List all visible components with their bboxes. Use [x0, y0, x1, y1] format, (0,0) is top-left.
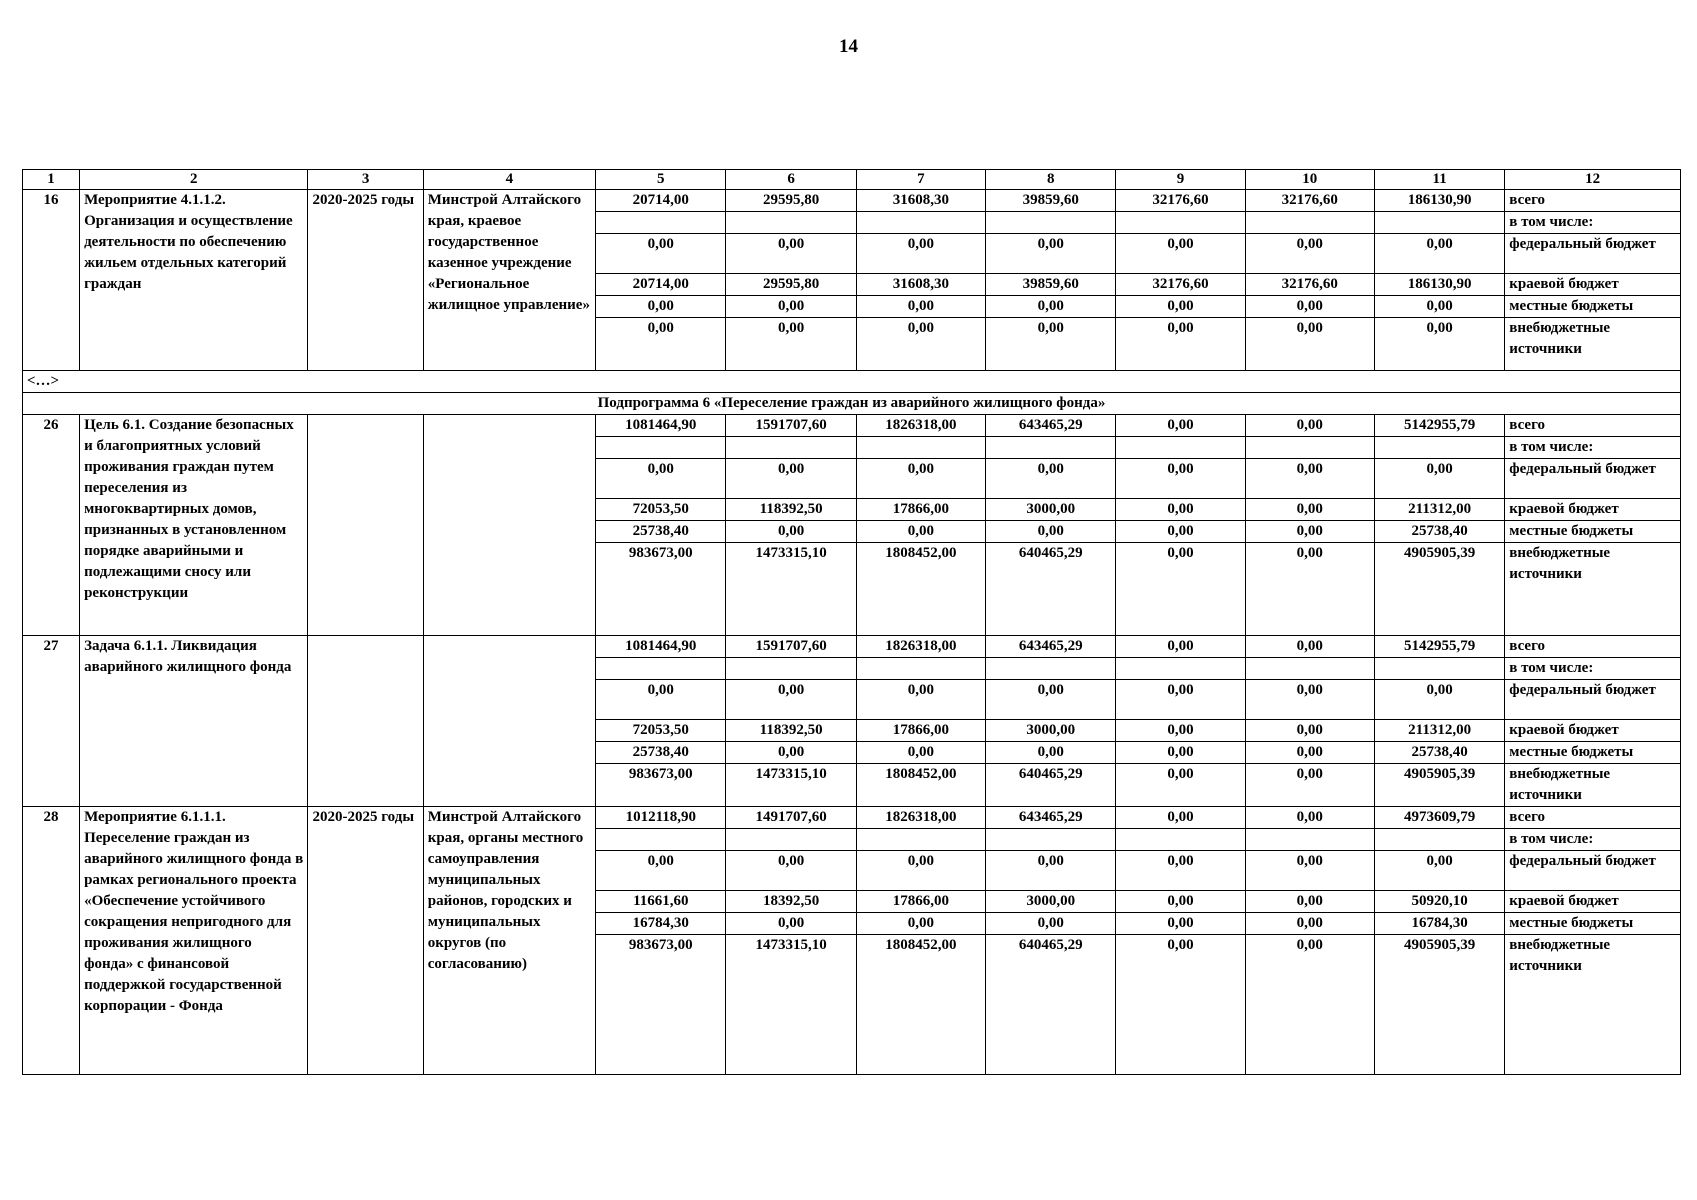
amount-cell — [726, 829, 856, 851]
amount-cell: 186130,90 — [1374, 190, 1504, 212]
amount-cell: 1808452,00 — [856, 543, 985, 636]
amount-cell: 5142955,79 — [1374, 415, 1504, 437]
amount-cell — [1245, 212, 1374, 234]
amount-cell: 25738,40 — [596, 742, 726, 764]
funding-source: в том числе: — [1505, 212, 1681, 234]
amount-cell: 1081464,90 — [596, 415, 726, 437]
amount-cell: 50920,10 — [1374, 891, 1504, 913]
amount-cell — [1116, 212, 1245, 234]
column-number: 11 — [1374, 170, 1504, 190]
amount-cell: 0,00 — [596, 296, 726, 318]
amount-cell: 25738,40 — [596, 521, 726, 543]
amount-cell: 0,00 — [1116, 851, 1245, 891]
omission-row — [23, 371, 1681, 393]
amount-cell: 0,00 — [726, 680, 856, 720]
item-name: Мероприятие 4.1.1.2. Организация и осуществление деятельности по обеспечению жильем отдельных категорий граждан — [80, 190, 308, 371]
page-number: 14 — [839, 36, 858, 57]
amount-cell: 0,00 — [986, 680, 1116, 720]
amount-cell: 0,00 — [1245, 415, 1374, 437]
amount-cell — [726, 437, 856, 459]
amount-cell — [856, 437, 985, 459]
row-number: 16 — [23, 190, 80, 371]
funding-source: внебюджетные источники — [1505, 935, 1681, 1075]
amount-cell: 1012118,90 — [596, 807, 726, 829]
funding-source: местные бюджеты — [1505, 296, 1681, 318]
amount-cell: 0,00 — [1245, 764, 1374, 807]
column-number: 12 — [1505, 170, 1681, 190]
funding-source: в том числе: — [1505, 658, 1681, 680]
funding-source: всего — [1505, 636, 1681, 658]
amount-cell: 0,00 — [726, 913, 856, 935]
amount-cell: 32176,60 — [1245, 190, 1374, 212]
amount-cell: 983673,00 — [596, 764, 726, 807]
column-number: 9 — [1116, 170, 1245, 190]
section-row — [23, 393, 1681, 415]
amount-cell: 3000,00 — [986, 891, 1116, 913]
amount-cell: 5142955,79 — [1374, 636, 1504, 658]
amount-cell: 0,00 — [1116, 318, 1245, 371]
funding-source: местные бюджеты — [1505, 913, 1681, 935]
funding-source: всего — [1505, 807, 1681, 829]
amount-cell: 4905905,39 — [1374, 764, 1504, 807]
amount-cell: 0,00 — [726, 234, 856, 274]
amount-cell: 0,00 — [986, 742, 1116, 764]
row-number: 26 — [23, 415, 80, 636]
amount-cell — [596, 829, 726, 851]
amount-cell: 39859,60 — [986, 190, 1116, 212]
amount-cell: 39859,60 — [986, 274, 1116, 296]
amount-cell: 4973609,79 — [1374, 807, 1504, 829]
amount-cell: 0,00 — [986, 234, 1116, 274]
amount-cell — [726, 658, 856, 680]
funding-source: федеральный бюджет — [1505, 851, 1681, 891]
amount-cell: 0,00 — [1245, 935, 1374, 1075]
amount-cell: 1826318,00 — [856, 415, 985, 437]
executor: Минстрой Алтайского края, краевое государственное казенное учреждение «Региональное жилищное управление» — [423, 190, 595, 371]
amount-cell: 0,00 — [1245, 851, 1374, 891]
amount-cell: 1081464,90 — [596, 636, 726, 658]
amount-cell — [1374, 437, 1504, 459]
amount-cell: 1473315,10 — [726, 543, 856, 636]
amount-cell: 1808452,00 — [856, 764, 985, 807]
amount-cell — [986, 437, 1116, 459]
omission-mark: <…> — [23, 371, 1681, 393]
amount-cell: 0,00 — [1374, 296, 1504, 318]
amount-cell — [596, 437, 726, 459]
amount-cell — [856, 829, 985, 851]
amount-cell: 31608,30 — [856, 190, 985, 212]
amount-cell: 0,00 — [1116, 499, 1245, 521]
amount-cell: 1591707,60 — [726, 636, 856, 658]
amount-cell: 0,00 — [1116, 543, 1245, 636]
amount-cell — [726, 212, 856, 234]
amount-cell: 0,00 — [1245, 807, 1374, 829]
executor: Минстрой Алтайского края, органы местного самоуправления муниципальных районов, городских и муниципальных округов (по согласованию) — [423, 807, 595, 1075]
amount-cell: 4905905,39 — [1374, 543, 1504, 636]
amount-cell: 0,00 — [986, 851, 1116, 891]
funding-source: внебюджетные источники — [1505, 543, 1681, 636]
amount-cell: 0,00 — [856, 913, 985, 935]
amount-cell: 0,00 — [1116, 891, 1245, 913]
amount-cell: 0,00 — [1245, 318, 1374, 371]
amount-cell: 18392,50 — [726, 891, 856, 913]
amount-cell: 0,00 — [986, 296, 1116, 318]
funding-source: краевой бюджет — [1505, 720, 1681, 742]
amount-cell: 0,00 — [1116, 680, 1245, 720]
funding-source: федеральный бюджет — [1505, 234, 1681, 274]
amount-cell: 640465,29 — [986, 543, 1116, 636]
amount-cell: 0,00 — [1116, 296, 1245, 318]
amount-cell: 0,00 — [726, 459, 856, 499]
amount-cell: 0,00 — [856, 742, 985, 764]
table-row — [23, 190, 1681, 212]
amount-cell: 32176,60 — [1116, 274, 1245, 296]
amount-cell: 0,00 — [596, 318, 726, 371]
amount-cell: 0,00 — [1245, 720, 1374, 742]
amount-cell — [596, 212, 726, 234]
funding-source: краевой бюджет — [1505, 499, 1681, 521]
amount-cell: 1473315,10 — [726, 935, 856, 1075]
funding-source: внебюджетные источники — [1505, 764, 1681, 807]
amount-cell: 640465,29 — [986, 935, 1116, 1075]
amount-cell: 1826318,00 — [856, 807, 985, 829]
amount-cell: 0,00 — [1116, 234, 1245, 274]
amount-cell: 0,00 — [1245, 636, 1374, 658]
amount-cell: 0,00 — [1245, 742, 1374, 764]
amount-cell: 0,00 — [1116, 742, 1245, 764]
section-title: Подпрограмма 6 «Переселение граждан из аварийного жилищного фонда» — [23, 393, 1681, 415]
amount-cell: 4905905,39 — [1374, 935, 1504, 1075]
amount-cell: 211312,00 — [1374, 499, 1504, 521]
amount-cell: 211312,00 — [1374, 720, 1504, 742]
amount-cell: 0,00 — [1245, 680, 1374, 720]
amount-cell: 0,00 — [1374, 851, 1504, 891]
amount-cell: 0,00 — [1374, 318, 1504, 371]
column-number: 2 — [80, 170, 308, 190]
table-row — [23, 636, 1681, 658]
funding-source: всего — [1505, 415, 1681, 437]
funding-source: краевой бюджет — [1505, 274, 1681, 296]
amount-cell: 0,00 — [1116, 521, 1245, 543]
table-row — [23, 807, 1681, 829]
amount-cell: 0,00 — [1116, 764, 1245, 807]
budget-table — [22, 169, 1681, 1075]
amount-cell — [986, 829, 1116, 851]
amount-cell: 118392,50 — [726, 720, 856, 742]
amount-cell: 0,00 — [1245, 913, 1374, 935]
amount-cell: 0,00 — [726, 318, 856, 371]
amount-cell: 0,00 — [596, 851, 726, 891]
amount-cell: 0,00 — [1374, 680, 1504, 720]
amount-cell: 29595,80 — [726, 190, 856, 212]
amount-cell: 0,00 — [726, 742, 856, 764]
amount-cell — [1116, 658, 1245, 680]
amount-cell: 0,00 — [986, 318, 1116, 371]
amount-cell — [1116, 437, 1245, 459]
amount-cell: 3000,00 — [986, 499, 1116, 521]
amount-cell: 0,00 — [1245, 891, 1374, 913]
amount-cell: 0,00 — [726, 851, 856, 891]
funding-source: всего — [1505, 190, 1681, 212]
implementation-period — [308, 415, 423, 636]
amount-cell: 0,00 — [726, 521, 856, 543]
amount-cell: 17866,00 — [856, 891, 985, 913]
amount-cell — [1116, 829, 1245, 851]
amount-cell: 20714,00 — [596, 274, 726, 296]
implementation-period: 2020-2025 годы — [308, 190, 423, 371]
amount-cell: 118392,50 — [726, 499, 856, 521]
funding-source: местные бюджеты — [1505, 742, 1681, 764]
amount-cell: 0,00 — [1116, 935, 1245, 1075]
amount-cell: 0,00 — [596, 459, 726, 499]
amount-cell: 186130,90 — [1374, 274, 1504, 296]
amount-cell: 25738,40 — [1374, 742, 1504, 764]
amount-cell: 0,00 — [1116, 807, 1245, 829]
amount-cell: 643465,29 — [986, 636, 1116, 658]
implementation-period — [308, 636, 423, 807]
amount-cell: 0,00 — [726, 296, 856, 318]
amount-cell: 0,00 — [856, 851, 985, 891]
amount-cell: 0,00 — [986, 913, 1116, 935]
amount-cell: 643465,29 — [986, 415, 1116, 437]
amount-cell: 17866,00 — [856, 720, 985, 742]
amount-cell — [1245, 437, 1374, 459]
item-name: Мероприятие 6.1.1.1. Переселение граждан из аварийного жилищного фонда в рамках регионального проекта «Обеспечение устойчивого сокращения непригодного для проживания жилищного фонда» с финансовой поддержкой государственной корпорации - Фонда — [80, 807, 308, 1075]
implementation-period: 2020-2025 годы — [308, 807, 423, 1075]
column-number: 8 — [986, 170, 1116, 190]
amount-cell: 0,00 — [1116, 415, 1245, 437]
amount-cell: 1826318,00 — [856, 636, 985, 658]
funding-source: краевой бюджет — [1505, 891, 1681, 913]
amount-cell: 11661,60 — [596, 891, 726, 913]
amount-cell: 0,00 — [856, 680, 985, 720]
amount-cell: 643465,29 — [986, 807, 1116, 829]
amount-cell — [986, 658, 1116, 680]
amount-cell — [856, 212, 985, 234]
amount-cell: 0,00 — [856, 459, 985, 499]
amount-cell — [1374, 212, 1504, 234]
amount-cell — [1245, 829, 1374, 851]
column-number: 4 — [423, 170, 595, 190]
column-number-row — [23, 170, 1681, 190]
funding-source: местные бюджеты — [1505, 521, 1681, 543]
table-row — [23, 415, 1681, 437]
amount-cell: 72053,50 — [596, 499, 726, 521]
amount-cell: 3000,00 — [986, 720, 1116, 742]
amount-cell: 29595,80 — [726, 274, 856, 296]
table-body — [23, 170, 1681, 1075]
amount-cell: 72053,50 — [596, 720, 726, 742]
column-number: 1 — [23, 170, 80, 190]
row-number: 27 — [23, 636, 80, 807]
amount-cell: 0,00 — [856, 318, 985, 371]
amount-cell: 983673,00 — [596, 543, 726, 636]
funding-source: в том числе: — [1505, 437, 1681, 459]
amount-cell: 16784,30 — [596, 913, 726, 935]
amount-cell: 0,00 — [986, 521, 1116, 543]
amount-cell: 0,00 — [986, 459, 1116, 499]
item-name: Задача 6.1.1. Ликвидация аварийного жилищного фонда — [80, 636, 308, 807]
amount-cell: 0,00 — [1116, 636, 1245, 658]
amount-cell: 25738,40 — [1374, 521, 1504, 543]
amount-cell: 0,00 — [1245, 499, 1374, 521]
amount-cell: 0,00 — [1245, 459, 1374, 499]
amount-cell: 1808452,00 — [856, 935, 985, 1075]
amount-cell: 0,00 — [1116, 459, 1245, 499]
amount-cell: 0,00 — [856, 234, 985, 274]
amount-cell: 0,00 — [856, 296, 985, 318]
amount-cell — [1374, 658, 1504, 680]
amount-cell: 0,00 — [1245, 296, 1374, 318]
amount-cell: 0,00 — [1245, 234, 1374, 274]
column-number: 5 — [596, 170, 726, 190]
row-number: 28 — [23, 807, 80, 1075]
amount-cell: 1591707,60 — [726, 415, 856, 437]
amount-cell: 31608,30 — [856, 274, 985, 296]
amount-cell: 0,00 — [1116, 913, 1245, 935]
amount-cell — [1374, 829, 1504, 851]
amount-cell: 0,00 — [1374, 459, 1504, 499]
funding-source: федеральный бюджет — [1505, 680, 1681, 720]
amount-cell: 1491707,60 — [726, 807, 856, 829]
amount-cell: 983673,00 — [596, 935, 726, 1075]
column-number: 10 — [1245, 170, 1374, 190]
column-number: 6 — [726, 170, 856, 190]
amount-cell: 32176,60 — [1116, 190, 1245, 212]
amount-cell: 0,00 — [856, 521, 985, 543]
amount-cell: 640465,29 — [986, 764, 1116, 807]
amount-cell — [596, 658, 726, 680]
amount-cell: 1473315,10 — [726, 764, 856, 807]
amount-cell: 17866,00 — [856, 499, 985, 521]
funding-source: в том числе: — [1505, 829, 1681, 851]
amount-cell: 32176,60 — [1245, 274, 1374, 296]
column-number: 3 — [308, 170, 423, 190]
executor — [423, 636, 595, 807]
item-name: Цель 6.1. Создание безопасных и благоприятных условий проживания граждан путем переселения из многоквартирных домов, признанных в установленном порядке аварийными и подлежащими сносу или реконструкции — [80, 415, 308, 636]
amount-cell: 0,00 — [596, 680, 726, 720]
amount-cell: 0,00 — [1116, 720, 1245, 742]
amount-cell: 0,00 — [1374, 234, 1504, 274]
amount-cell — [856, 658, 985, 680]
executor — [423, 415, 595, 636]
amount-cell: 0,00 — [1245, 543, 1374, 636]
amount-cell — [986, 212, 1116, 234]
amount-cell: 16784,30 — [1374, 913, 1504, 935]
funding-source: внебюджетные источники — [1505, 318, 1681, 371]
funding-source: федеральный бюджет — [1505, 459, 1681, 499]
amount-cell — [1245, 658, 1374, 680]
amount-cell: 0,00 — [1245, 521, 1374, 543]
amount-cell: 0,00 — [596, 234, 726, 274]
amount-cell: 20714,00 — [596, 190, 726, 212]
column-number: 7 — [856, 170, 985, 190]
